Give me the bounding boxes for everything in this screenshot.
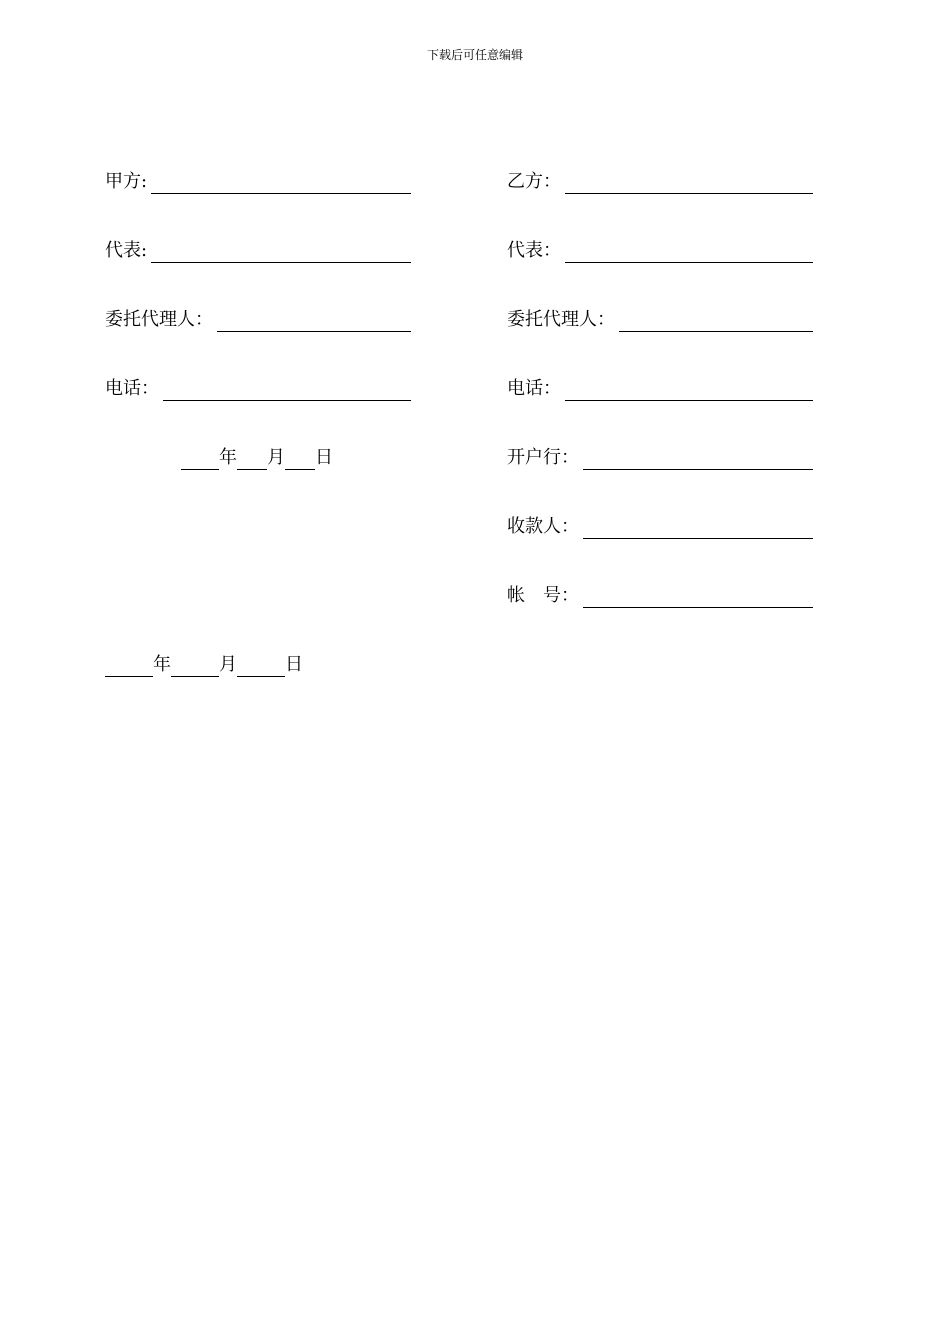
party-b-agent-field <box>507 306 813 332</box>
party-a-day-label: 日 <box>315 447 333 468</box>
party-b-account-blank[interactable] <box>583 587 813 608</box>
party-b-agent-blank[interactable] <box>619 311 813 332</box>
party-a-day-blank[interactable] <box>285 449 315 470</box>
party-b-account-label: 帐 号： <box>507 585 579 606</box>
party-a-name-label: 甲方: <box>105 171 148 192</box>
party-b-account-field <box>507 582 813 608</box>
bottom-day-blank[interactable] <box>237 656 285 677</box>
bottom-day-label: 日 <box>285 654 303 675</box>
bottom-month-label: 月 <box>219 654 237 675</box>
party-a-agent-label: 委托代理人： <box>105 309 213 330</box>
party-b-rep-label: 代表： <box>507 240 561 261</box>
bottom-month-blank[interactable] <box>171 656 219 677</box>
party-b-phone-field <box>507 375 813 401</box>
party-a-rep-label: 代表: <box>105 240 148 261</box>
party-b-phone-label: 电话： <box>507 378 561 399</box>
page-header: 下载后可任意编辑 <box>426 48 523 62</box>
party-a-month-label: 月 <box>267 447 285 468</box>
bottom-year-blank[interactable] <box>105 656 153 677</box>
bottom-year-label: 年 <box>153 654 171 675</box>
party-b-rep-field <box>507 237 813 263</box>
party-a-month-blank[interactable] <box>237 449 267 470</box>
party-a-agent-blank[interactable] <box>217 311 411 332</box>
party-b-bank-blank[interactable] <box>583 449 813 470</box>
party-a-phone-field <box>105 375 411 401</box>
party-a-year-blank[interactable] <box>181 449 219 470</box>
party-b-phone-blank[interactable] <box>565 380 813 401</box>
party-b-bank-label: 开户行： <box>507 447 579 468</box>
party-a-rep-blank[interactable] <box>151 242 411 263</box>
party-a-rep-field <box>105 237 411 263</box>
party-a-date <box>181 444 333 470</box>
party-b-payee-blank[interactable] <box>583 518 813 539</box>
party-b-agent-label: 委托代理人： <box>507 309 615 330</box>
party-b-payee-label: 收款人： <box>507 516 579 537</box>
party-b-name-blank[interactable] <box>565 173 813 194</box>
party-a-year-label: 年 <box>219 447 237 468</box>
party-b-bank-field <box>507 444 813 470</box>
party-b-rep-blank[interactable] <box>565 242 813 263</box>
party-a-phone-label: 电话： <box>105 378 159 399</box>
party-a-name-blank[interactable] <box>151 173 411 194</box>
party-b-payee-field <box>507 513 813 539</box>
bottom-date <box>105 651 303 677</box>
party-b-name-field <box>507 168 813 194</box>
party-b-name-label: 乙方： <box>507 171 561 192</box>
party-a-phone-blank[interactable] <box>163 380 411 401</box>
party-a-name-field <box>105 168 411 194</box>
party-a-agent-field <box>105 306 411 332</box>
